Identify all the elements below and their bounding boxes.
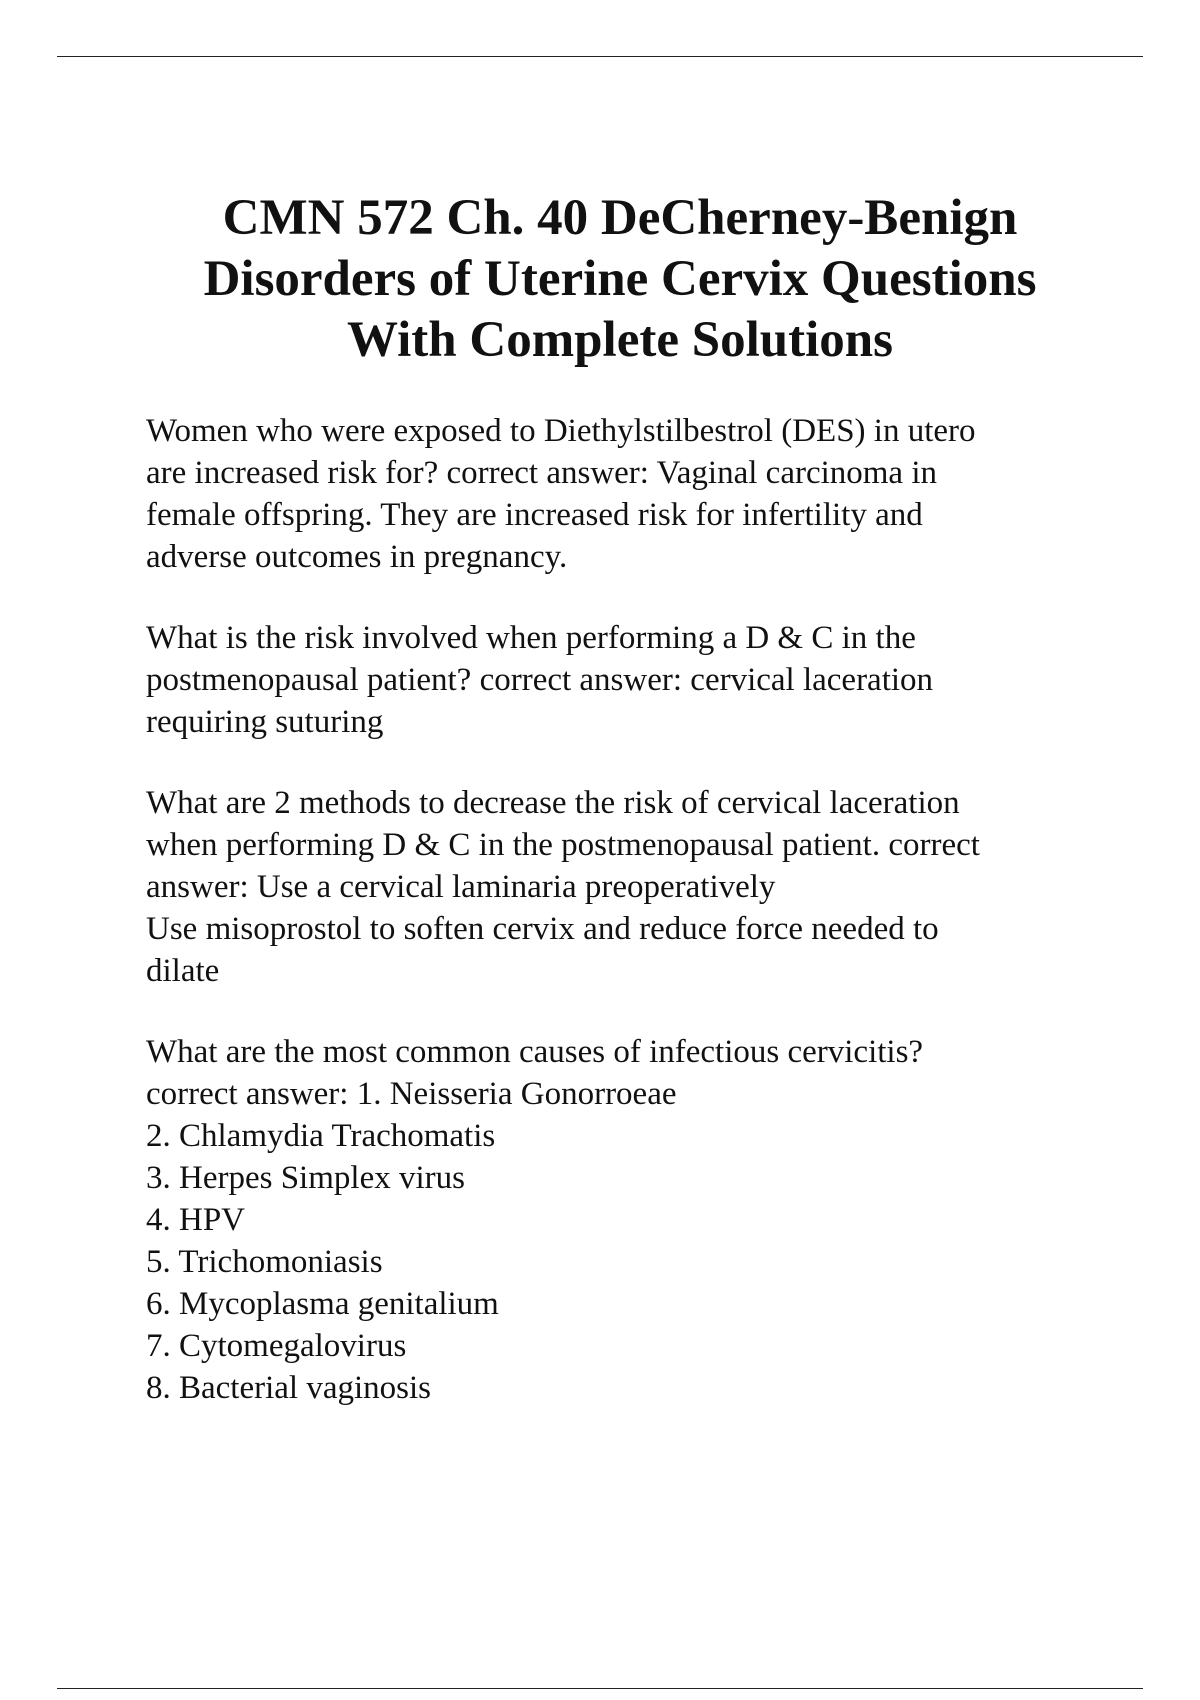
qa-item-laceration-methods	[146, 782, 1146, 992]
qa-line: correct answer: 1. Neisseria Gonorroeae	[146, 1076, 677, 1112]
qa-line: female offspring. They are increased risk for infertility and	[146, 497, 923, 533]
qa-line: adverse outcomes in pregnancy.	[146, 539, 568, 575]
document-title	[130, 188, 1110, 371]
qa-line: requiring suturing	[146, 704, 384, 740]
qa-line: postmenopausal patient? correct answer: cervical laceration	[146, 662, 934, 698]
title-line: With Complete Solutions	[347, 312, 893, 368]
title-line: CMN 572 Ch. 40 DeCherney-Benign	[222, 190, 1018, 246]
qa-line: 3. Herpes Simplex virus	[146, 1160, 465, 1196]
qa-line: 6. Mycoplasma genitalium	[146, 1286, 499, 1322]
qa-line: 2. Chlamydia Trachomatis	[146, 1118, 496, 1154]
qa-line: 7. Cytomegalovirus	[146, 1328, 407, 1364]
title-line: Disorders of Uterine Cervix Questions	[203, 251, 1037, 307]
qa-line: Use misoprostol to soften cervix and reduce force needed to	[146, 911, 939, 947]
qa-line: when performing D & C in the postmenopausal patient. correct	[146, 827, 980, 863]
qa-line: What are 2 methods to decrease the risk of cervical laceration	[146, 785, 960, 821]
qa-line: Women who were exposed to Diethylstilbestrol (DES) in utero	[146, 413, 976, 449]
qa-line: What are the most common causes of infectious cervicitis?	[146, 1034, 924, 1070]
qa-line: What is the risk involved when performing a D & C in the	[146, 620, 916, 656]
bottom-divider	[57, 1688, 1143, 1689]
qa-item-cervicitis-causes	[146, 1031, 1146, 1409]
qa-line: are increased risk for? correct answer: Vaginal carcinoma in	[146, 455, 938, 491]
qa-line: answer: Use a cervical laminaria preoperatively	[146, 869, 776, 905]
qa-line: dilate	[146, 953, 220, 989]
qa-line: 4. HPV	[146, 1202, 246, 1238]
top-divider	[57, 56, 1143, 57]
qa-line: 8. Bacterial vaginosis	[146, 1370, 432, 1406]
qa-list	[146, 410, 1146, 1448]
qa-line: 5. Trichomoniasis	[146, 1244, 383, 1280]
qa-item-dc-risk	[146, 617, 1146, 743]
qa-item-des-exposure	[146, 410, 1146, 578]
